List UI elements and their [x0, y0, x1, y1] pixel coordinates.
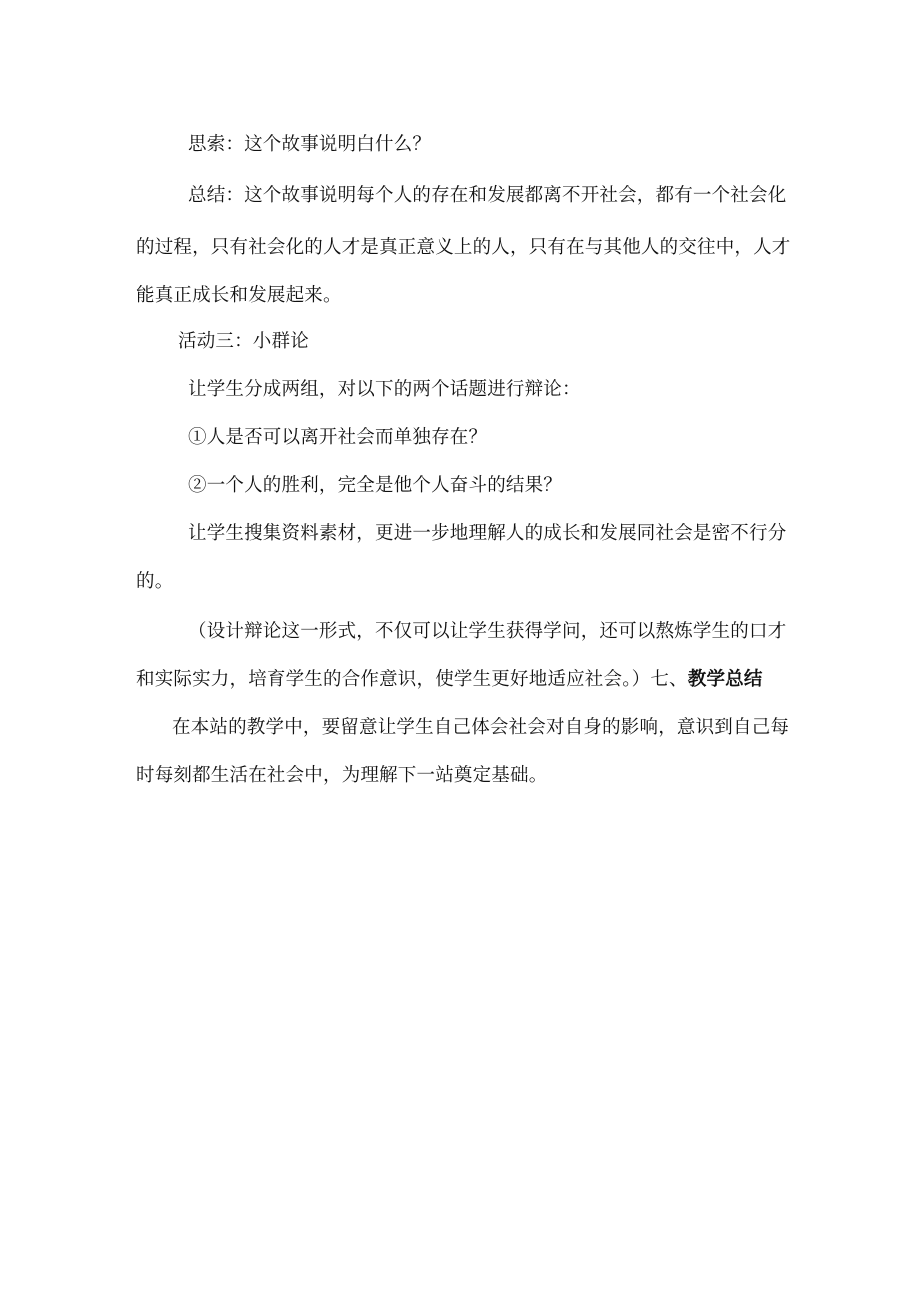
paragraph-closing-line-1: 在本站的教学中，要留意让学生自己体会社会对自身的影响，意识到自己每 — [172, 717, 790, 738]
paragraph-design-note-line-2 — [136, 668, 763, 692]
debate-topic-1: ①人是否可以离开社会而单独存在？ — [188, 427, 488, 448]
paragraph-materials-line-1: 让学生搜集资料素材，更进一步地理解人的成长和发展同社会是密不行分 — [188, 523, 787, 544]
paragraph-group-debate: 让学生分成两组，对以下的两个话题进行辩论： — [188, 379, 581, 400]
paragraph-reflection: 思索：这个故事说明白什么？ — [188, 134, 432, 155]
paragraph-closing-line-2: 时每刻都生活在社会中，为理解下一站奠定基础。 — [136, 765, 548, 786]
paragraph-materials-line-2: 的。 — [136, 571, 174, 592]
paragraph-summary-line-3: 能真正成长和发展起来。 — [136, 285, 342, 306]
paragraph-summary-line-2: 的过程，只有社会化的人才是真正意义上的人，只有在与其他人的交往中，人才 — [136, 237, 791, 258]
activity-three-heading: 活动三：小群论 — [178, 331, 309, 352]
design-note-text: 和实际实力，培育学生的合作意识，使学生更好地适应社会。）七、 — [136, 669, 688, 690]
section-heading-teaching-summary: 教学总结 — [687, 669, 763, 690]
paragraph-design-note-line-1: （设计辩论这一形式，不仅可以让学生获得学问，还可以熬炼学生的口才 — [188, 621, 787, 642]
debate-topic-2: ②一个人的胜利，完全是他个人奋斗的结果？ — [188, 475, 563, 496]
paragraph-summary-line-1: 总结：这个故事说明每个人的存在和发展都离不开社会，都有一个社会化 — [188, 185, 787, 206]
